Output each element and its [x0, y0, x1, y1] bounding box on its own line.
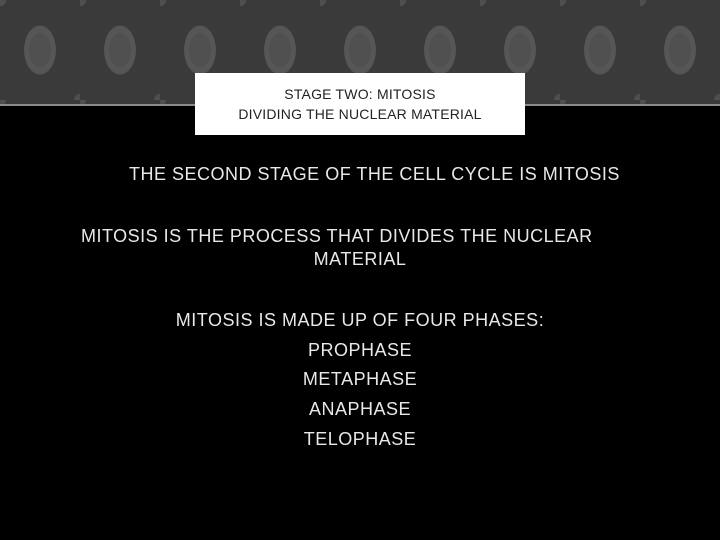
body-point-2-line-2: MATERIAL — [313, 249, 407, 269]
body-point-1: THE SECOND STAGE OF THE CELL CYCLE IS MITOSIS — [129, 164, 620, 184]
body-point-2-line-1: MITOSIS IS THE PROCESS THAT DIVIDES THE NUCLEAR — [81, 226, 593, 246]
title-line-1: STAGE TWO: MITOSIS — [284, 86, 436, 102]
phase-item: METAPHASE — [302, 369, 418, 389]
phase-item: TELOPHASE — [303, 429, 417, 449]
title-line-2: DIVIDING THE NUCLEAR MATERIAL — [238, 106, 482, 122]
phase-item: PROPHASE — [307, 340, 413, 360]
phase-item: ANAPHASE — [308, 399, 412, 419]
body-point-3-intro: MITOSIS IS MADE UP OF FOUR PHASES: — [175, 310, 545, 330]
